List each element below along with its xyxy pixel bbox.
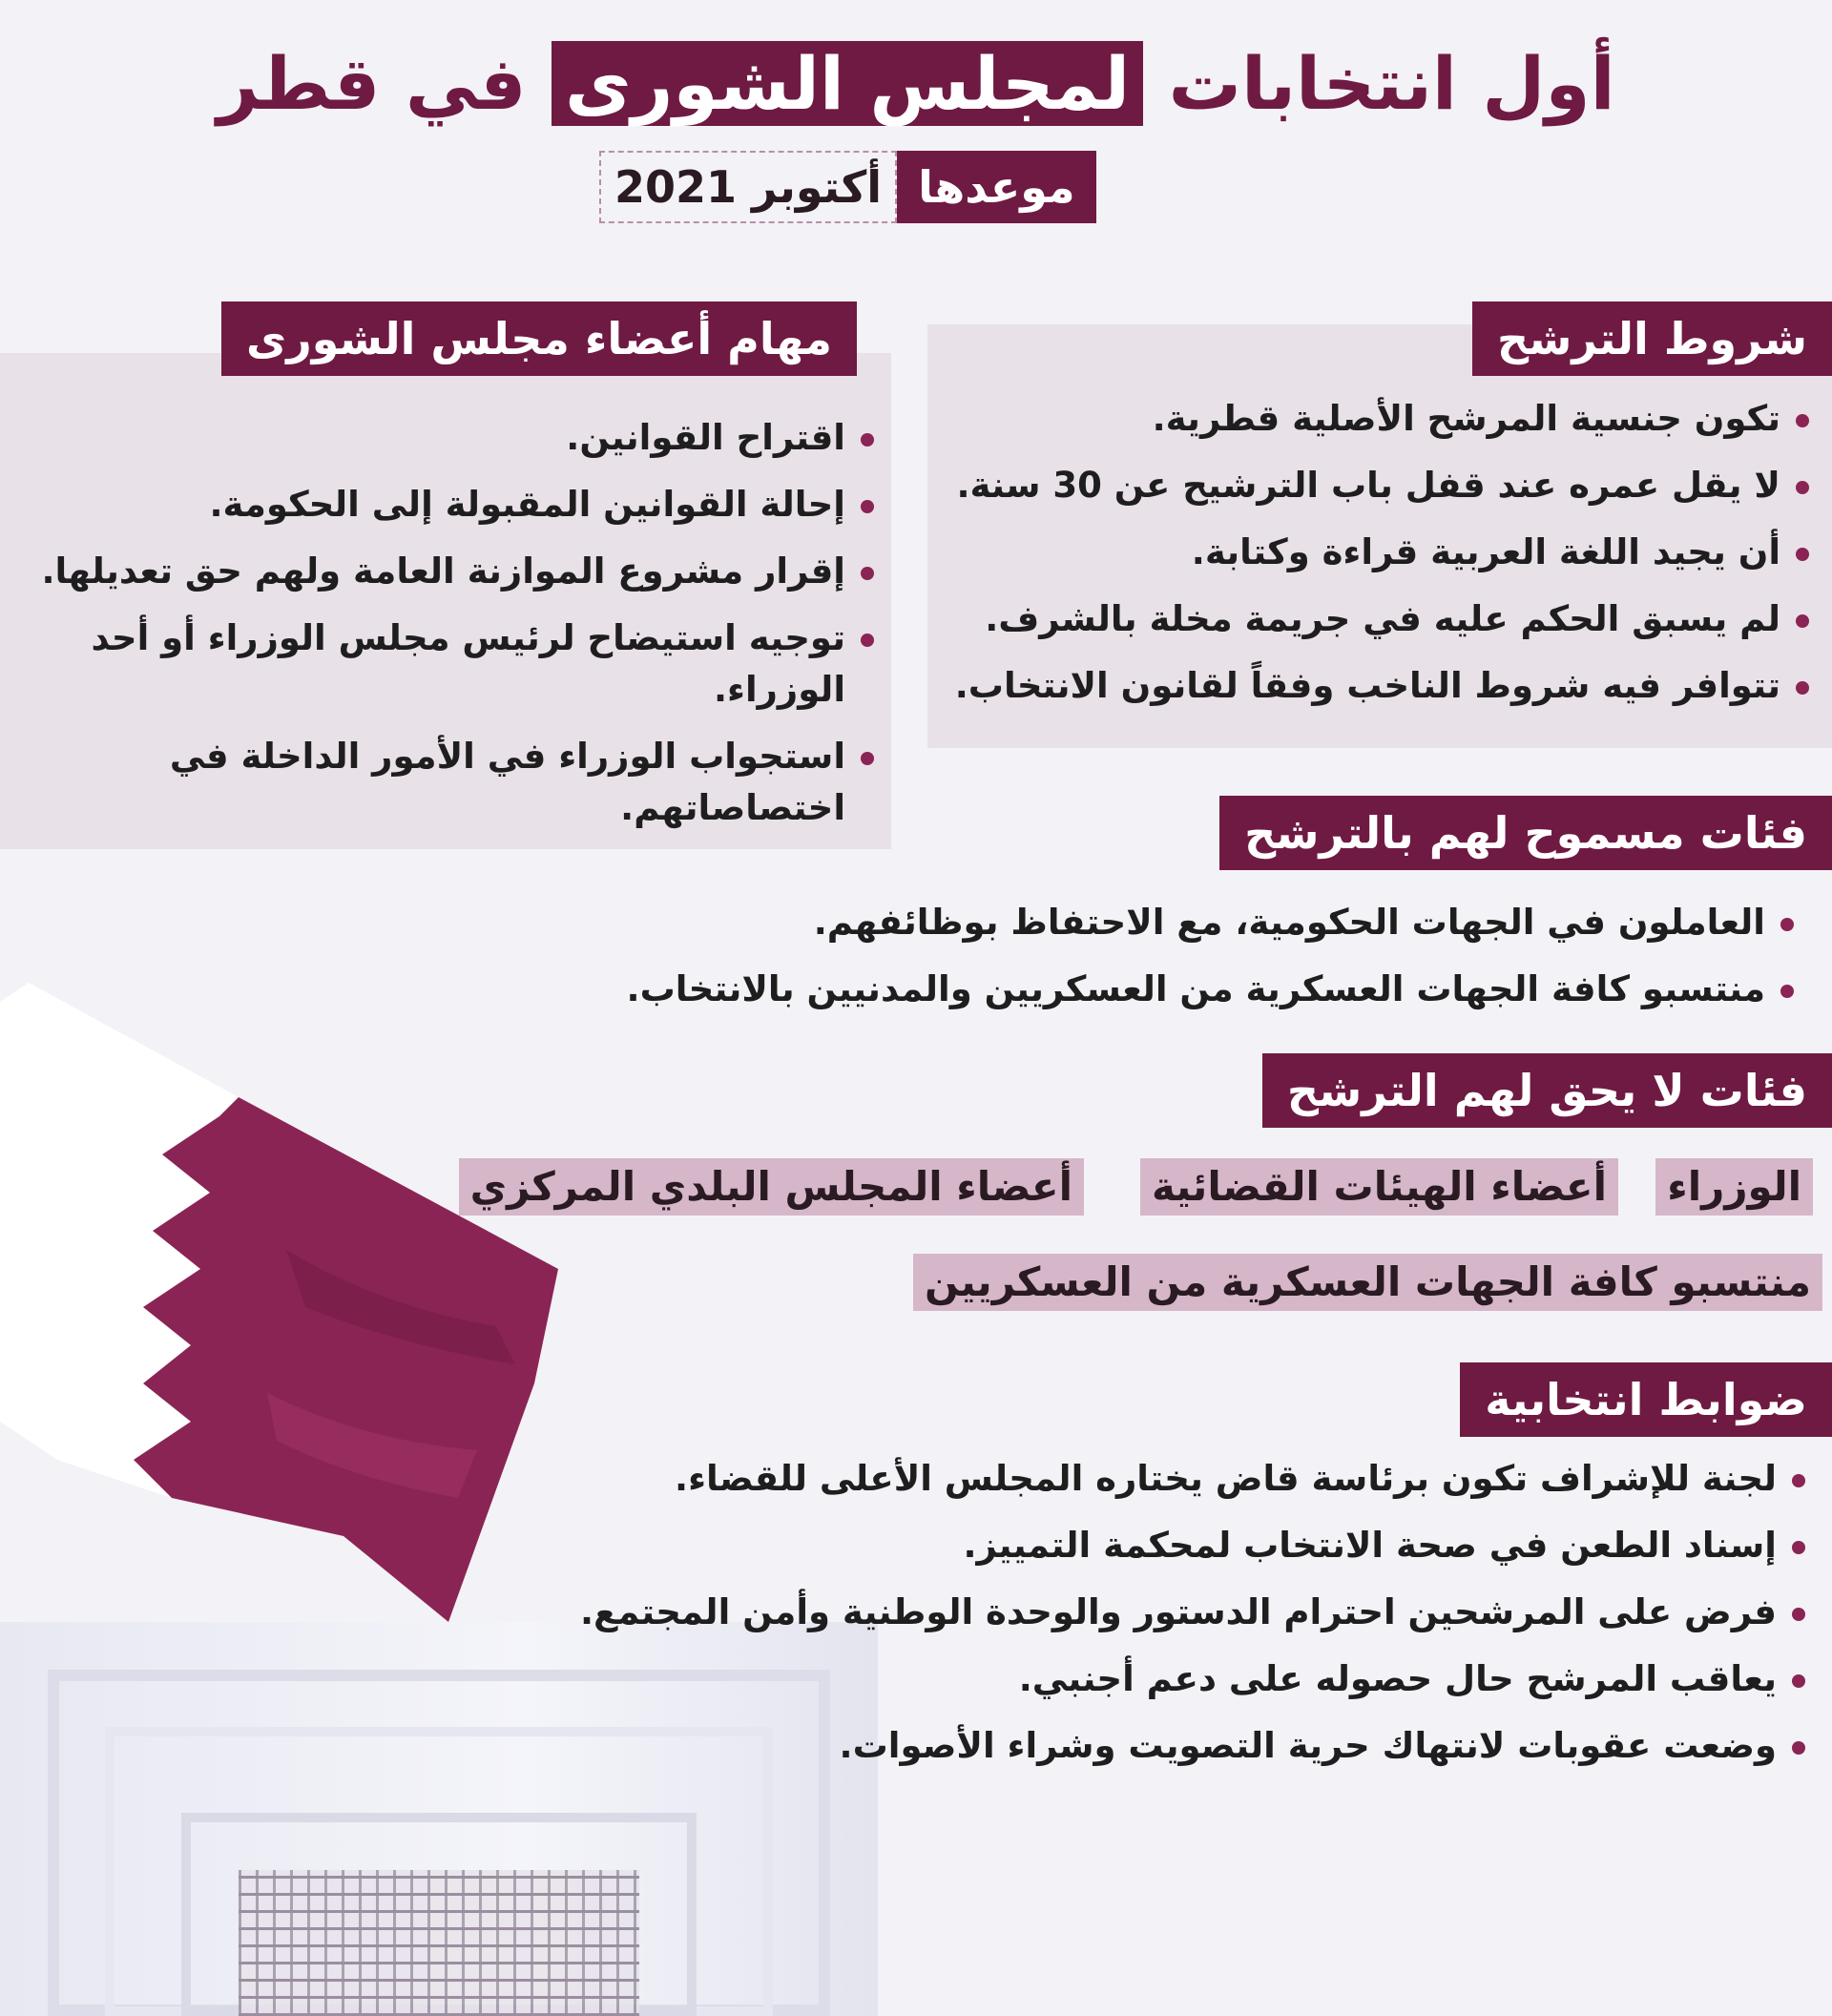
chip-judiciary-members: أعضاء الهيئات القضائية bbox=[1140, 1158, 1618, 1216]
chip-municipal-council-members: أعضاء المجلس البلدي المركزي bbox=[459, 1158, 1084, 1216]
list-item: توجيه استيضاح لرئيس مجلس الوزراء أو أحد الوزراء. bbox=[19, 613, 878, 716]
list-item: منتسبو كافة الجهات العسكرية من العسكريين والمدنيين بالانتخاب. bbox=[557, 964, 1798, 1015]
chip-military-affiliates: منتسبو كافة الجهات العسكرية من العسكريين bbox=[913, 1254, 1822, 1311]
list-item: العاملون في الجهات الحكومية، مع الاحتفاظ بوظائفهم. bbox=[557, 897, 1798, 948]
list-item: اقتراح القوانين. bbox=[19, 412, 878, 464]
list-item: إقرار مشروع الموازنة العامة ولهم حق تعديلها. bbox=[19, 546, 878, 597]
list-item: تتوافر فيه شروط الناخب وفقاً لقانون الانتخاب. bbox=[935, 660, 1813, 712]
member-duties-heading: مهام أعضاء مجلس الشورى bbox=[221, 301, 857, 376]
allowed-categories-list bbox=[557, 897, 1798, 1030]
election-controls-list bbox=[569, 1453, 1809, 1787]
list-item: وضعت عقوبات لانتهاك حرية التصويت وشراء الأصوات. bbox=[569, 1720, 1809, 1772]
allowed-categories-heading: فئات مسموح لهم بالترشح bbox=[1219, 796, 1832, 870]
date-label: موعدها bbox=[897, 151, 1095, 223]
chip-ministers: الوزراء bbox=[1655, 1158, 1813, 1216]
list-item: فرض على المرشحين احترام الدستور والوحدة الوطنية وأمن المجتمع. bbox=[569, 1587, 1809, 1638]
list-item: تكون جنسية المرشح الأصلية قطرية. bbox=[935, 393, 1813, 445]
list-item: لجنة للإشراف تكون برئاسة قاض يختاره المجلس الأعلى للقضاء. bbox=[569, 1453, 1809, 1505]
list-item: استجواب الوزراء في الأمور الداخلة في اختصاصاتهم. bbox=[19, 731, 878, 834]
election-date bbox=[599, 151, 1096, 223]
list-item: لا يقل عمره عند قفل باب الترشيح عن 30 سنة. bbox=[935, 460, 1813, 511]
page-title bbox=[0, 27, 1832, 141]
list-item: يعاقب المرشح حال حصوله على دعم أجنبي. bbox=[569, 1653, 1809, 1705]
title-part-1: أول انتخابات bbox=[1168, 41, 1615, 126]
candidacy-conditions-heading: شروط الترشح bbox=[1472, 301, 1832, 376]
member-duties-list bbox=[19, 412, 878, 849]
candidacy-conditions-list bbox=[935, 393, 1813, 727]
list-item: إسناد الطعن في صحة الانتخاب لمحكمة التمييز. bbox=[569, 1520, 1809, 1571]
election-controls-heading: ضوابط انتخابية bbox=[1460, 1362, 1832, 1437]
list-item: أن يجيد اللغة العربية قراءة وكتابة. bbox=[935, 527, 1813, 578]
list-item: لم يسبق الحكم عليه في جريمة مخلة بالشرف. bbox=[935, 593, 1813, 645]
title-highlight: لمجلس الشورى bbox=[552, 41, 1143, 126]
list-item: إحالة القوانين المقبولة إلى الحكومة. bbox=[19, 479, 878, 530]
date-value: أكتوبر 2021 bbox=[599, 151, 897, 223]
not-allowed-categories-heading: فئات لا يحق لهم الترشح bbox=[1262, 1053, 1832, 1128]
title-part-2: في قطر bbox=[217, 41, 527, 126]
qatar-flag-image bbox=[0, 964, 572, 1622]
